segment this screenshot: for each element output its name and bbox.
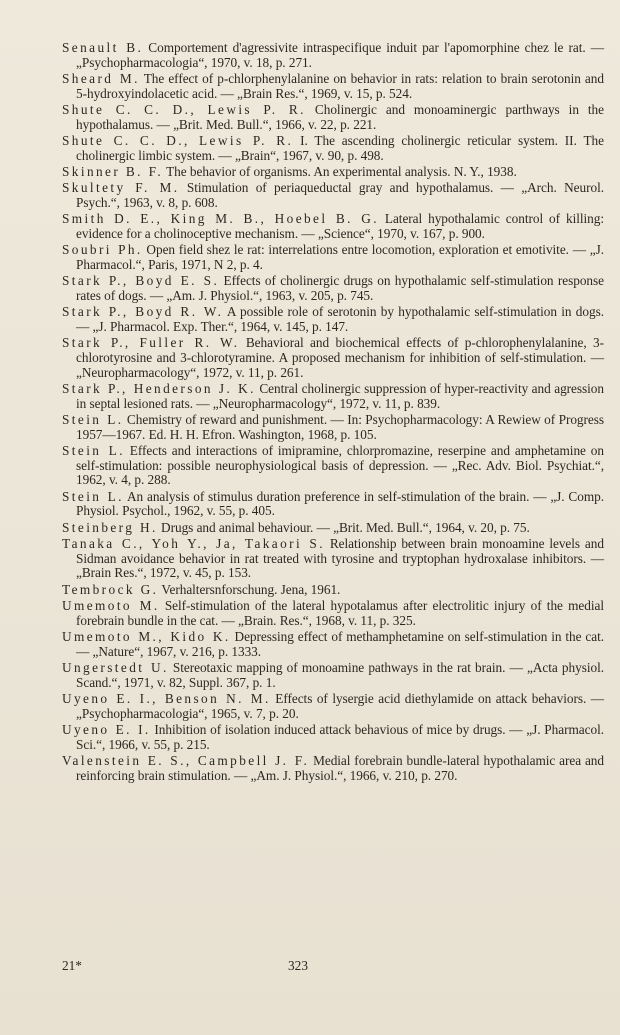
reference-authors: Valenstein E. S., Campbell J. F. [62,753,310,768]
reference-text: Depressing effect of methamphetamine on self-stimulation in the cat. — „Nature“, 1967, v. 216, p. 1333. [76,629,604,659]
reference-entry [62,537,604,581]
reference-entry [62,413,604,442]
reference-authors: Stark P., Henderson J. K. [62,381,256,396]
reference-entry [62,521,604,536]
reference-entry [62,243,604,272]
reference-entry [62,41,604,70]
reference-entry [62,661,604,690]
reference-entry [62,599,604,628]
reference-authors: Uyeno E. I. [62,722,151,737]
reference-entry [62,181,604,210]
reference-authors: Tanaka C., Yoh Y., Ja, Takaori S. [62,536,325,551]
reference-entry [62,723,604,752]
reference-text: Stimulation of periaqueductal gray and hypothalamus. — „Arch. Neurol. Psych.“, 1963, v. 8, p. 608. [76,180,604,210]
reference-text: Cholinergic and monoaminergic parthways in the hypothalamus. — „Brit. Med. Bull.“, 1966, v. 22, p. 221. [76,102,605,132]
signature-mark: 21* [62,958,82,973]
reference-text: Inhibition of isolation induced attack behavious of mice by drugs. — „J. Pharmacol. Sci.“, 1966, v. 55, p. 215. [76,722,604,752]
reference-entry [62,382,604,411]
reference-text: A possible role of serotonin by hypothalamic self-stimulation in dogs. — „J. Pharmacol. Exp. Ther.“, 1964, v. 145, p. 147. [76,304,604,334]
reference-text: Central cholinergic suppression of hyper-reactivity and agression in septal lesioned rats. — „Neuropharmacology“, 1972, v. 11, p. 839. [76,381,604,411]
reference-text: The behavior of organisms. An experimental analysis. N. Y., 1938. [163,164,517,179]
reference-authors: Shute C. C. D., Lewis P. R. [62,102,306,117]
reference-authors: Sheard M. [62,71,140,86]
reference-entry [62,72,604,101]
reference-entry [62,134,604,163]
reference-text: Behavioral and biochemical effects of p-chlorophenylalanine, 3-chlorotyrosine and 3-chlorotyramine. A proposed mechanism for inhibition of self-stimulation. — „Neuropharmacology“, 1972, v. 11, p. 261. [76,335,604,380]
reference-entry [62,336,604,380]
reference-text: Effects of cholinergic drugs on hypothalamic self-stimulation response rates of dogs. — „Am. J. Physiol.“, 1963, v. 205, p. 745. [76,273,604,303]
page-footer [62,958,604,974]
reference-text: Drugs and animal behaviour. — „Brit. Med. Bull.“, 1964, v. 20, p. 75. [157,519,530,535]
reference-authors: Stein L. [62,488,124,504]
reference-text: Chemistry of reward and punishment. — In: Psychopharmacology: A Rewiew of Progress 1957—1967. Ed. H. H. Efron. Washington, 1968, p. 105. [76,412,604,442]
reference-entry [62,212,604,241]
reference-text: Verhaltersnforschung. Jena, 1961. [158,581,341,597]
reference-text: Lateral hypothalamic control of killing: evidence for a cholinoceptive mechanism. — „Science“, 1970, v. 167, p. 900. [76,211,604,241]
reference-text: An analysis of stimulus duration preference in self-stimulation of the brain. — „J. Comp. Physiol. Psychol., 1962, v. 55, p. 405. [76,488,604,519]
reference-entry [62,305,604,334]
reference-text: I. The ascending cholinergic reticular system. II. The cholinergic limbic system. — „Brain“, 1967, v. 90, p. 498. [76,133,604,163]
reference-text: Effects of lysergie acid diethylamide on attack behaviors. — „Psychopharmacologia“, 1965, v. 7, p. 20. [76,691,604,721]
reference-text: Stereotaxic mapping of monoamine pathways in the rat brain. — „Acta physiol. Scand.“, 1971, v. 82, Suppl. 367, p. 1. [76,660,605,690]
reference-authors: Tembrock G. [62,581,159,597]
reference-authors: Soubri Ph. [62,242,143,258]
reference-text: Medial forebrain bundle-lateral hypothalamic area and reinforcing brain stimulation. — „Am. J. Physiol.“, 1966, v. 210, p. 270. [76,753,604,783]
page-number: 323 [288,958,308,973]
reference-authors: Skultety F. M. [62,180,180,196]
reference-authors: Stein L. [62,443,125,458]
reference-authors: Senault B. [62,40,144,55]
reference-entry [62,444,604,488]
reference-authors: Shute C. C. D., Lewis P. R. [62,133,294,148]
reference-authors: Stark P., Boyd R. W. [62,304,224,320]
reference-authors: Skinner B. F. [62,164,164,179]
reference-entry [62,103,604,132]
reference-text: Open field shez le rat: interrelations entre locomotion, exploration et emotivite. — „J. Pharmacol.“, Paris, 1971, N 2, p. 4. [76,242,604,272]
reference-authors: Stark P., Fuller R. W. [62,335,240,351]
reference-authors: Uyeno E. I., Benson N. M. [62,691,271,706]
reference-entry [62,630,604,659]
reference-text: Self-stimulation of the lateral hypotalamus after electrolitic injury of the medial forebrain bundle in the cat. — „Brain. Res.“, 1968, v. 11, p. 325. [76,598,605,628]
reference-text: Effects and interactions of imipramine, chlorpromazine, reserpine and amphetamine on self-stimulation: possible neurophysiological basis of depression. — „Rec. Adv. Biol. Psychiat.“, 1962, v. 4, p. 288. [76,443,604,488]
reference-entry [62,274,604,303]
reference-text: Relationship between brain monoamine levels and Sidman avoidance behavior in rat treated with tyrosine and tryptophan hydroxalase inhibitors. — „Brain Res.“, 1972, v. 45, p. 153. [76,536,604,581]
reference-entry [62,583,604,598]
reference-authors: Umemoto M. [62,598,160,613]
reference-text: Comportement d'agressivite intraspecifique induit par l'apomorphine chez le rat. — „Psychopharmacologia“, 1970, v. 18, p. 271. [76,40,604,70]
reference-authors: Umemoto M., Kido K. [62,629,231,644]
reference-text: The effect of p-chlorphenylalanine on behavior in rats: relation to brain serotonin and 5-hydroxyindolacetic acid. — „Brain Res.“, 1969, v. 15, p. 524. [76,71,604,101]
reference-entry [62,692,604,721]
reference-authors: Steinberg H. [62,519,158,535]
reference-authors: Ungerstedt U. [62,660,169,675]
reference-entry [62,165,604,180]
reference-list [62,41,604,783]
reference-authors: Stein L. [62,412,124,427]
reference-entry [62,490,604,519]
reference-authors: Stark P., Boyd E. S. [62,273,220,289]
reference-authors: Smith D. E., King M. B., Hoebel B. G. [62,211,379,227]
reference-entry [62,754,604,783]
